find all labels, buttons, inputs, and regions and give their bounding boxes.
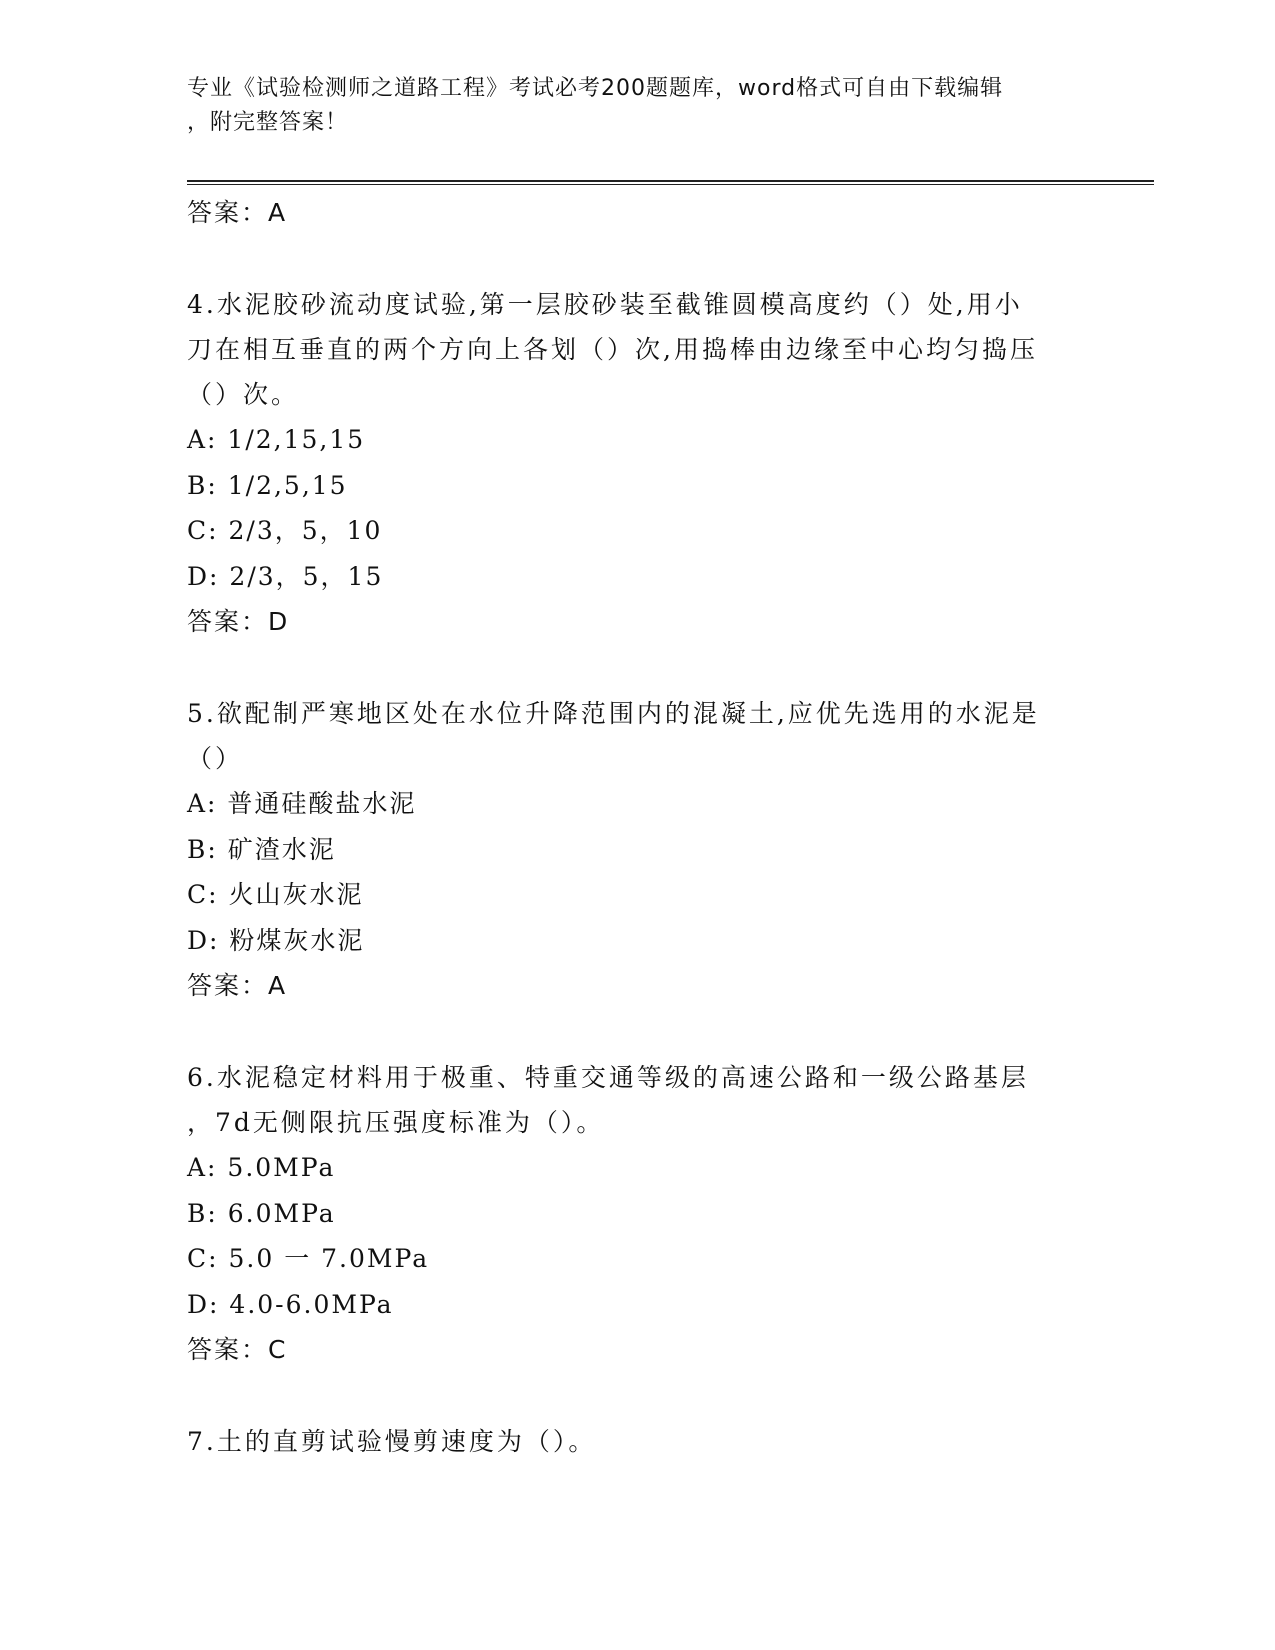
option-a: A: 普通硅酸盐水泥 (187, 789, 417, 818)
previous-answer: 答案：A (187, 198, 288, 227)
stem-line: 6.水泥稳定材料用于极重、特重交通等级的高速公路和一级公路基层 (187, 1063, 1029, 1092)
question-5 (187, 691, 1087, 1009)
question-6 (187, 1055, 1087, 1373)
spacer (187, 645, 1087, 691)
spacer (187, 1373, 1087, 1419)
spacer (187, 1009, 1087, 1055)
header-line-2: ，附完整答案！ (187, 110, 349, 135)
option-c: C: 火山灰水泥 (187, 880, 364, 909)
header-rule-thin (187, 184, 1154, 185)
option-d: D: 2/3，5，15 (187, 561, 384, 591)
stem-line: 7.土的直剪试验慢剪速度为（）。 (187, 1427, 597, 1456)
document-header (187, 72, 1087, 140)
question-stem (187, 1419, 1087, 1464)
stem-line: 刀在相互垂直的两个方向上各划（）次,用捣棒由边缘至中心均匀捣压 (187, 335, 1038, 364)
answer-line: 答案：C (187, 1335, 288, 1364)
spacer (187, 236, 1087, 282)
stem-line: （）次。 (187, 380, 300, 409)
answer-line: 答案：D (187, 607, 290, 636)
question-stem (187, 282, 1087, 417)
option-a: A: 5.0MPa (187, 1153, 336, 1182)
question-list (187, 190, 1087, 1464)
option-c: C: 2/3，5，10 (187, 516, 383, 545)
question-stem (187, 1055, 1087, 1145)
option-d: D: 4.0-6.0MPa (187, 1289, 394, 1319)
option-a: A: 1/2,15,15 (187, 425, 366, 454)
option-d: D: 粉煤灰水泥 (187, 925, 365, 955)
stem-line: 5.欲配制严寒地区处在水位升降范围内的混凝土,应优先选用的水泥是 (187, 699, 1040, 728)
header-line-1: 专业《试验检测师之道路工程》考试必考200题题库，word格式可自由下载编辑 (187, 76, 1004, 101)
option-b: B: 6.0MPa (187, 1198, 336, 1228)
option-b: B: 矿渣水泥 (187, 834, 336, 864)
stem-line: （） (187, 744, 244, 773)
question-7 (187, 1419, 1087, 1464)
question-stem (187, 691, 1087, 781)
answer-line: 答案：A (187, 971, 288, 1000)
stem-line: 4.水泥胶砂流动度试验,第一层胶砂装至截锥圆模高度约（）处,用小 (187, 290, 1023, 319)
question-4 (187, 282, 1087, 645)
header-rule-thick (187, 180, 1154, 182)
stem-line: ，7d无侧限抗压强度标准为（）。 (187, 1108, 605, 1137)
option-c: C: 5.0 一 7.0MPa (187, 1244, 430, 1273)
option-b: B: 1/2,5,15 (187, 470, 348, 500)
